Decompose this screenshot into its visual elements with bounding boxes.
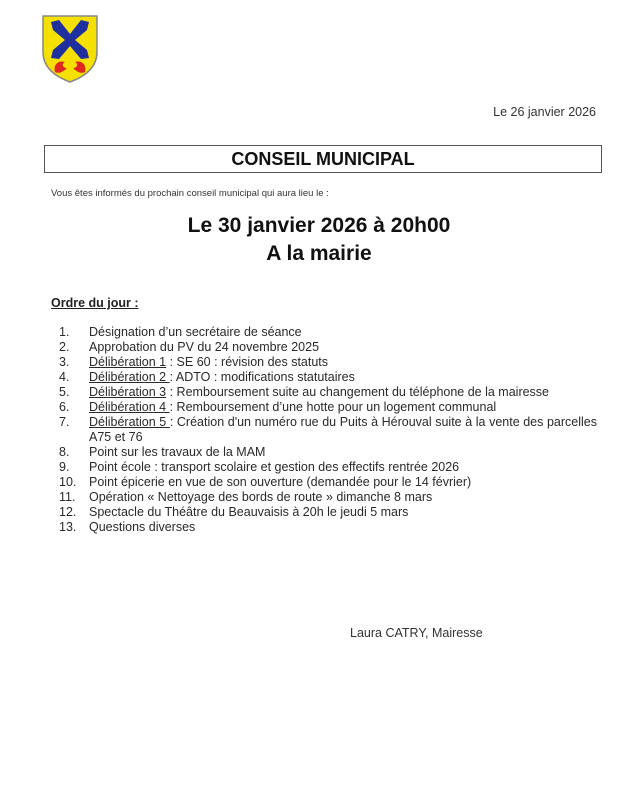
agenda-item: 3. Délibération 1 : SE 60 : révision des statuts xyxy=(59,355,329,369)
agenda-item: 2. Approbation du PV du 24 novembre 2025 xyxy=(59,340,320,354)
agenda-item: 11. Opération « Nettoyage des bords de route » dimanche 8 mars xyxy=(59,490,433,504)
agenda-item: 1. Désignation d’un secrétaire de séance xyxy=(59,325,302,339)
agenda-item: 6. Délibération 4 : Remboursement d’une hotte pour un logement communal xyxy=(59,400,497,414)
document-date: Le 26 janvier 2026 xyxy=(493,105,596,119)
intro-text: Vous êtes informés du prochain conseil municipal qui aura lieu le : xyxy=(51,188,329,199)
agenda-list xyxy=(51,325,597,535)
signature: Laura CATRY, Mairesse xyxy=(350,626,483,640)
event-location: A la mairie xyxy=(266,242,372,265)
agenda-item: 10. Point épicerie en vue de son ouverture (demandée pour le 14 février) xyxy=(59,475,472,489)
agenda-title: Ordre du jour : xyxy=(51,296,139,310)
agenda-item: 7. Délibération 5 : Création d'un numéro rue du Puits à Hérouval suite à la vente des parcelles A75 et 76 xyxy=(59,415,598,444)
agenda-item: 5. Délibération 3 : Remboursement suite au changement du téléphone de la mairesse xyxy=(59,385,550,399)
agenda-item: 4. Délibération 2 : ADTO : modifications statutaires xyxy=(59,370,355,384)
agenda-item: 8. Point sur les travaux de la MAM xyxy=(59,445,266,459)
agenda-item: 12. Spectacle du Théâtre du Beauvaisis à 20h le jeudi 5 mars xyxy=(59,505,409,519)
coat-of-arms-icon xyxy=(41,14,99,84)
document-title: CONSEIL MUNICIPAL xyxy=(44,145,602,173)
agenda-item: 13. Questions diverses xyxy=(59,520,196,534)
agenda-item: 9. Point école : transport scolaire et gestion des effectifs rentrée 2026 xyxy=(59,460,460,474)
event-datetime: Le 30 janvier 2026 à 20h00 xyxy=(187,214,451,237)
